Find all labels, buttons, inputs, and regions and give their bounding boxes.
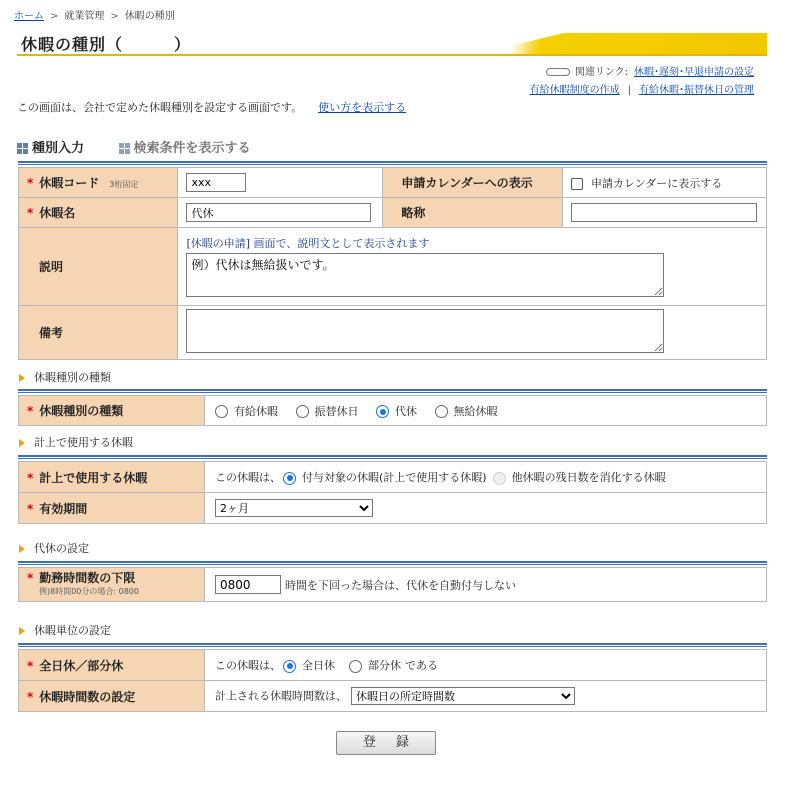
section-accounting-heading: 計上で使用する休暇 <box>34 436 133 449</box>
hours-prefix: 計上される休暇時間数は、 <box>215 689 347 703</box>
section-unit-heading: 休暇単位の設定 <box>34 624 111 637</box>
radio-consume-other-leave[interactable] <box>493 472 506 485</box>
required-mark: * <box>27 689 34 704</box>
unit-block <box>18 643 767 712</box>
leave-hours-select[interactable] <box>351 687 575 705</box>
section-tabs <box>17 137 281 156</box>
min-hours-suffix: 時間を下回った場合は、代休を自動付与しない <box>285 578 516 592</box>
row-label-remarks <box>19 306 178 360</box>
triangle-bullet-icon <box>19 439 25 447</box>
radio-partial[interactable] <box>349 660 362 673</box>
name-label: 休暇名 <box>39 206 76 220</box>
row-label-description <box>19 228 178 306</box>
breadcrumb-current: 休暇の種別 <box>124 11 175 22</box>
required-mark: * <box>27 570 34 585</box>
min-hours-label: 勤務時間数の下限 <box>39 570 136 585</box>
link-divider: | <box>627 85 631 96</box>
unit-suffix: である <box>405 659 438 672</box>
required-mark: * <box>27 206 34 220</box>
required-mark: * <box>27 470 34 485</box>
leave-code-input[interactable] <box>186 173 246 192</box>
triangle-bullet-icon <box>19 627 25 635</box>
type-option-label: 振替休日 <box>314 404 359 418</box>
grid-icon <box>17 143 28 154</box>
radio-compensatory[interactable] <box>376 405 389 418</box>
type-option-label: 無給休暇 <box>453 404 498 418</box>
breadcrumb-item: 就業管理 <box>64 11 105 22</box>
radio-granted-leave[interactable] <box>283 472 296 485</box>
section-heading-accounting <box>19 434 133 450</box>
type-table <box>18 395 767 426</box>
radio-paid[interactable] <box>215 405 228 418</box>
required-mark: * <box>27 658 34 673</box>
basic-info-table <box>18 167 767 360</box>
section-heading-type <box>19 369 111 385</box>
type-option-compensatory[interactable] <box>376 403 417 419</box>
intro-description: この画面は、会社で定めた休暇種別を設定する画面です。 <box>17 101 303 114</box>
description-hint-text: 画面で、説明文として表示されます <box>250 237 430 250</box>
full-day-label: 全日休 <box>302 659 335 672</box>
remarks-textarea[interactable] <box>186 309 664 353</box>
breadcrumb-separator: > <box>110 11 119 22</box>
required-mark: * <box>27 501 34 516</box>
unit-table <box>18 649 767 712</box>
required-mark: * <box>27 404 34 418</box>
leave-name-input[interactable] <box>186 203 371 222</box>
row-label-type <box>19 396 205 426</box>
title-bar <box>17 30 767 56</box>
accounting-label: 計上で使用する休暇 <box>39 470 148 485</box>
radio-full-day[interactable] <box>283 660 296 673</box>
section-rule <box>18 561 767 565</box>
radio-unpaid[interactable] <box>435 405 448 418</box>
calendar-display-checkbox[interactable] <box>571 178 583 190</box>
triangle-bullet-icon <box>19 374 25 382</box>
min-hours-input[interactable] <box>215 575 281 594</box>
calendar-label: 申請カレンダーへの表示 <box>383 168 563 198</box>
type-option-label: 有給休暇 <box>234 404 278 418</box>
title-decoration <box>477 33 767 54</box>
consume-other-leave-label: 他休暇の残日数を消化する休暇 <box>511 471 666 484</box>
row-label-code <box>19 168 178 198</box>
row-label-hours <box>19 681 205 712</box>
period-label: 有効期間 <box>39 501 88 516</box>
leave-request-screen-link[interactable]: [休暇の申請] <box>186 237 251 250</box>
row-label-unit <box>19 650 205 681</box>
section-rule <box>18 389 767 393</box>
breadcrumb-separator: > <box>50 11 59 22</box>
breadcrumb <box>14 7 175 22</box>
granted-leave-label: 付与対象の休暇(計上で使用する休暇) <box>302 471 487 484</box>
tab-input[interactable] <box>17 137 84 156</box>
min-hours-example: 例)8時間00分の場合: 0800 <box>39 586 139 596</box>
section-heading-unit <box>19 622 111 638</box>
basic-info-block <box>18 161 767 360</box>
row-label-period <box>19 493 205 524</box>
hours-label: 休暇時間数の設定 <box>39 689 136 704</box>
grid-icon <box>119 143 130 154</box>
row-label-min-hours <box>19 568 205 602</box>
intro-text <box>17 99 406 115</box>
compensatory-block <box>18 561 767 602</box>
tab-input-label: 種別入力 <box>32 141 85 156</box>
radio-substitute[interactable] <box>296 405 309 418</box>
section-type-heading: 休暇種別の種類 <box>34 371 111 384</box>
related-links <box>530 64 754 100</box>
unit-prefix: この休暇は、 <box>215 659 281 672</box>
unit-label: 全日休／部分休 <box>39 658 124 673</box>
valid-period-select[interactable] <box>215 499 373 517</box>
related-links-label: 関連リンク: <box>574 67 628 78</box>
show-usage-link[interactable]: 使い方を表示する <box>318 101 407 114</box>
code-label: 休暇コード <box>39 176 100 190</box>
abbr-label: 略称 <box>383 198 563 228</box>
type-block <box>18 389 767 426</box>
chain-link-icon <box>546 68 570 76</box>
section-heading-compensatory <box>19 540 89 556</box>
paid-leave-system-link[interactable]: 有給休暇制度の作成 <box>529 85 620 96</box>
description-label: 説明 <box>39 260 64 274</box>
type-option-substitute[interactable] <box>296 403 359 419</box>
description-hint <box>186 235 758 251</box>
description-textarea[interactable] <box>186 253 664 297</box>
row-label-name <box>19 198 178 228</box>
type-option-label: 代休 <box>395 404 417 418</box>
tab-show-search[interactable] <box>119 137 251 156</box>
section-comp-heading: 代休の設定 <box>34 542 89 555</box>
code-note: 3桁固定 <box>109 180 139 189</box>
paid-leave-management-link[interactable]: 有給休暇･振替休日の管理 <box>639 85 754 96</box>
section-rule <box>18 161 767 165</box>
type-option-unpaid[interactable] <box>435 403 498 419</box>
page-title: 休暇の種別（ ） <box>21 35 192 54</box>
type-label: 休暇種別の種類 <box>39 404 124 418</box>
tab-search-label: 検索条件を表示する <box>133 141 251 156</box>
triangle-bullet-icon <box>19 545 25 553</box>
register-button[interactable]: 登 録 <box>336 731 436 755</box>
compensatory-table <box>18 567 767 602</box>
remarks-label: 備考 <box>39 326 64 340</box>
accounting-table <box>18 461 767 524</box>
required-mark: * <box>27 176 34 190</box>
partial-label: 部分休 <box>368 659 401 672</box>
abbreviation-input[interactable] <box>571 203 757 222</box>
section-rule <box>18 643 767 647</box>
accounting-prefix: この休暇は、 <box>215 471 281 484</box>
row-label-accounting <box>19 462 205 493</box>
breadcrumb-home-link[interactable]: ホーム <box>14 11 44 22</box>
accounting-block <box>18 455 767 524</box>
leave-request-settings-link[interactable]: 休暇･遅刻･早退申請の設定 <box>634 67 754 78</box>
calendar-checkbox-label[interactable]: 申請カレンダーに表示する <box>591 176 723 190</box>
section-rule <box>18 455 767 459</box>
type-option-paid[interactable] <box>215 403 278 419</box>
